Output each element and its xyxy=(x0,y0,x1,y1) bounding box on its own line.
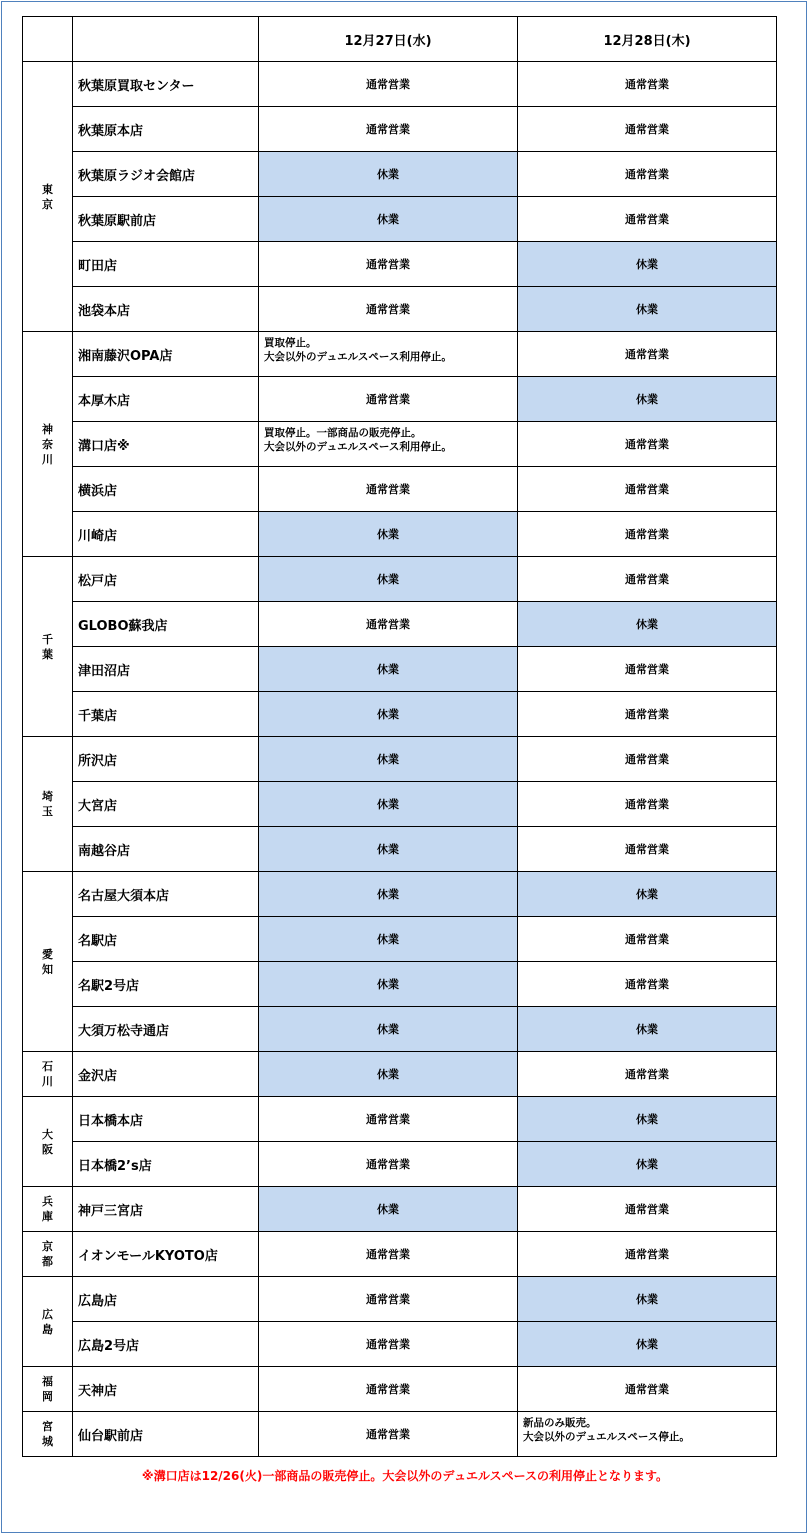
store-name: 天神店 xyxy=(73,1367,259,1412)
status-day-2: 通常営業 xyxy=(518,962,777,1007)
store-row xyxy=(23,1097,777,1142)
status-day-1: 通常営業 xyxy=(259,287,518,332)
prefecture-cell: 広 島 xyxy=(23,1277,73,1367)
prefecture-cell: 東 京 xyxy=(23,62,73,332)
status-day-2: 休業 xyxy=(518,377,777,422)
store-name: 秋葉原ラジオ会館店 xyxy=(73,152,259,197)
store-row xyxy=(23,782,777,827)
status-day-1: 休業 xyxy=(259,692,518,737)
store-row xyxy=(23,1277,777,1322)
store-name: 松戸店 xyxy=(73,557,259,602)
store-name: 所沢店 xyxy=(73,737,259,782)
status-day-2: 通常営業 xyxy=(518,62,777,107)
status-day-2: 通常営業 xyxy=(518,1232,777,1277)
store-row xyxy=(23,647,777,692)
status-day-2: 通常営業 xyxy=(518,692,777,737)
store-name: 秋葉原駅前店 xyxy=(73,197,259,242)
status-day-2: 休業 xyxy=(518,602,777,647)
status-day-1: 休業 xyxy=(259,512,518,557)
status-day-2: 通常営業 xyxy=(518,512,777,557)
status-day-1: 通常営業 xyxy=(259,602,518,647)
status-day-2: 通常営業 xyxy=(518,557,777,602)
status-note-line: 大会以外のデュエルスペース利用停止。 xyxy=(264,351,452,363)
store-row xyxy=(23,1232,777,1277)
store-name: 大須万松寺通店 xyxy=(73,1007,259,1052)
status-day-1: 通常営業 xyxy=(259,242,518,287)
status-day-2 xyxy=(518,1412,777,1457)
status-note-line: 大会以外のデュエルスペース停止。 xyxy=(523,1431,690,1443)
status-day-2: 休業 xyxy=(518,872,777,917)
status-day-1: 通常営業 xyxy=(259,1142,518,1187)
store-name: 名古屋大須本店 xyxy=(73,872,259,917)
status-day-2: 通常営業 xyxy=(518,422,777,467)
status-day-2: 休業 xyxy=(518,1277,777,1322)
prefecture-cell: 神 奈 川 xyxy=(23,332,73,557)
status-day-1 xyxy=(259,332,518,377)
schedule-body xyxy=(23,17,777,1457)
status-day-1: 休業 xyxy=(259,917,518,962)
store-row xyxy=(23,917,777,962)
status-note-line: 大会以外のデュエルスペース利用停止。 xyxy=(264,441,452,453)
store-name: 神戸三宮店 xyxy=(73,1187,259,1232)
header-row xyxy=(23,17,777,62)
status-day-2: 通常営業 xyxy=(518,467,777,512)
store-name: 湘南藤沢OPA店 xyxy=(73,332,259,377)
status-day-2: 通常営業 xyxy=(518,107,777,152)
store-row xyxy=(23,827,777,872)
prefecture-cell: 兵 庫 xyxy=(23,1187,73,1232)
store-row xyxy=(23,557,777,602)
store-row xyxy=(23,1052,777,1097)
store-name: 金沢店 xyxy=(73,1052,259,1097)
store-row xyxy=(23,152,777,197)
status-day-1: 通常営業 xyxy=(259,467,518,512)
store-row xyxy=(23,242,777,287)
status-day-2: 休業 xyxy=(518,1142,777,1187)
store-name: 秋葉原本店 xyxy=(73,107,259,152)
status-day-2: 通常営業 xyxy=(518,782,777,827)
status-day-2: 通常営業 xyxy=(518,1052,777,1097)
status-day-1: 休業 xyxy=(259,1052,518,1097)
status-day-1: 休業 xyxy=(259,152,518,197)
status-day-2: 通常営業 xyxy=(518,197,777,242)
status-day-1: 休業 xyxy=(259,737,518,782)
prefecture-cell: 千 葉 xyxy=(23,557,73,737)
status-day-1: 通常営業 xyxy=(259,1277,518,1322)
status-note-line: 買取停止。一部商品の販売停止。 xyxy=(264,427,422,439)
store-name: 大宮店 xyxy=(73,782,259,827)
status-day-1: 休業 xyxy=(259,1007,518,1052)
status-day-2: 通常営業 xyxy=(518,152,777,197)
status-day-1 xyxy=(259,422,518,467)
header-blank-store xyxy=(73,17,259,62)
status-day-1: 通常営業 xyxy=(259,1232,518,1277)
store-name: 横浜店 xyxy=(73,467,259,512)
store-name: 秋葉原買取センター xyxy=(73,62,259,107)
header-date-1: 12月27日(水) xyxy=(259,17,518,62)
prefecture-cell: 愛 知 xyxy=(23,872,73,1052)
status-day-2: 休業 xyxy=(518,1007,777,1052)
status-day-1: 通常営業 xyxy=(259,1412,518,1457)
status-day-2: 休業 xyxy=(518,242,777,287)
status-day-2: 通常営業 xyxy=(518,647,777,692)
status-day-1: 休業 xyxy=(259,962,518,1007)
store-name: 名駅店 xyxy=(73,917,259,962)
store-name: 本厚木店 xyxy=(73,377,259,422)
store-name: 溝口店※ xyxy=(73,422,259,467)
prefecture-cell: 埼 玉 xyxy=(23,737,73,872)
store-name: 千葉店 xyxy=(73,692,259,737)
status-day-2: 通常営業 xyxy=(518,1367,777,1412)
store-row xyxy=(23,737,777,782)
store-name: 池袋本店 xyxy=(73,287,259,332)
store-name: 日本橋本店 xyxy=(73,1097,259,1142)
status-day-1: 通常営業 xyxy=(259,1367,518,1412)
prefecture-cell: 宮 城 xyxy=(23,1412,73,1457)
status-day-2: 休業 xyxy=(518,1322,777,1367)
store-name: 日本橋2’s店 xyxy=(73,1142,259,1187)
store-row xyxy=(23,377,777,422)
status-day-2: 通常営業 xyxy=(518,1187,777,1232)
store-row xyxy=(23,602,777,647)
prefecture-cell: 京 都 xyxy=(23,1232,73,1277)
store-row xyxy=(23,1412,777,1457)
store-name: 広島店 xyxy=(73,1277,259,1322)
store-row xyxy=(23,332,777,377)
store-row xyxy=(23,1367,777,1412)
store-row xyxy=(23,692,777,737)
store-name: 広島2号店 xyxy=(73,1322,259,1367)
store-name: GLOBO蘇我店 xyxy=(73,602,259,647)
store-row xyxy=(23,107,777,152)
status-day-1: 休業 xyxy=(259,557,518,602)
store-row xyxy=(23,872,777,917)
header-blank-pref xyxy=(23,17,73,62)
store-row xyxy=(23,512,777,557)
header-date-2: 12月28日(木) xyxy=(518,17,777,62)
store-name: 津田沼店 xyxy=(73,647,259,692)
status-day-1: 通常営業 xyxy=(259,1097,518,1142)
status-day-2: 休業 xyxy=(518,1097,777,1142)
status-note-line: 買取停止。 xyxy=(264,337,317,349)
status-day-2: 通常営業 xyxy=(518,737,777,782)
status-day-1: 通常営業 xyxy=(259,62,518,107)
store-row xyxy=(23,467,777,512)
store-name: 南越谷店 xyxy=(73,827,259,872)
store-row xyxy=(23,962,777,1007)
status-day-1: 通常営業 xyxy=(259,107,518,152)
status-day-1: 通常営業 xyxy=(259,1322,518,1367)
store-name: 町田店 xyxy=(73,242,259,287)
status-day-2: 通常営業 xyxy=(518,332,777,377)
store-name: 名駅2号店 xyxy=(73,962,259,1007)
store-row xyxy=(23,62,777,107)
status-day-1: 休業 xyxy=(259,1187,518,1232)
status-day-1: 休業 xyxy=(259,647,518,692)
store-name: イオンモールKYOTO店 xyxy=(73,1232,259,1277)
store-row xyxy=(23,197,777,242)
store-row xyxy=(23,1007,777,1052)
status-day-1: 休業 xyxy=(259,827,518,872)
store-name: 川崎店 xyxy=(73,512,259,557)
store-schedule-table xyxy=(22,16,777,1457)
status-day-1: 休業 xyxy=(259,782,518,827)
prefecture-cell: 石 川 xyxy=(23,1052,73,1097)
status-day-2: 通常営業 xyxy=(518,917,777,962)
prefecture-cell: 大 阪 xyxy=(23,1097,73,1187)
status-day-2: 通常営業 xyxy=(518,827,777,872)
store-row xyxy=(23,422,777,467)
store-row xyxy=(23,287,777,332)
status-day-2: 休業 xyxy=(518,287,777,332)
prefecture-cell: 福 岡 xyxy=(23,1367,73,1412)
store-row xyxy=(23,1322,777,1367)
status-day-1: 休業 xyxy=(259,872,518,917)
footnote: ※溝口店は12/26(火)一部商品の販売停止。大会以外のデュエルスペースの利用停止となります。 xyxy=(141,1469,669,1483)
store-row xyxy=(23,1142,777,1187)
status-day-1: 休業 xyxy=(259,197,518,242)
status-note-line: 新品のみ販売。 xyxy=(523,1417,597,1429)
store-row xyxy=(23,1187,777,1232)
status-day-1: 通常営業 xyxy=(259,377,518,422)
store-name: 仙台駅前店 xyxy=(73,1412,259,1457)
